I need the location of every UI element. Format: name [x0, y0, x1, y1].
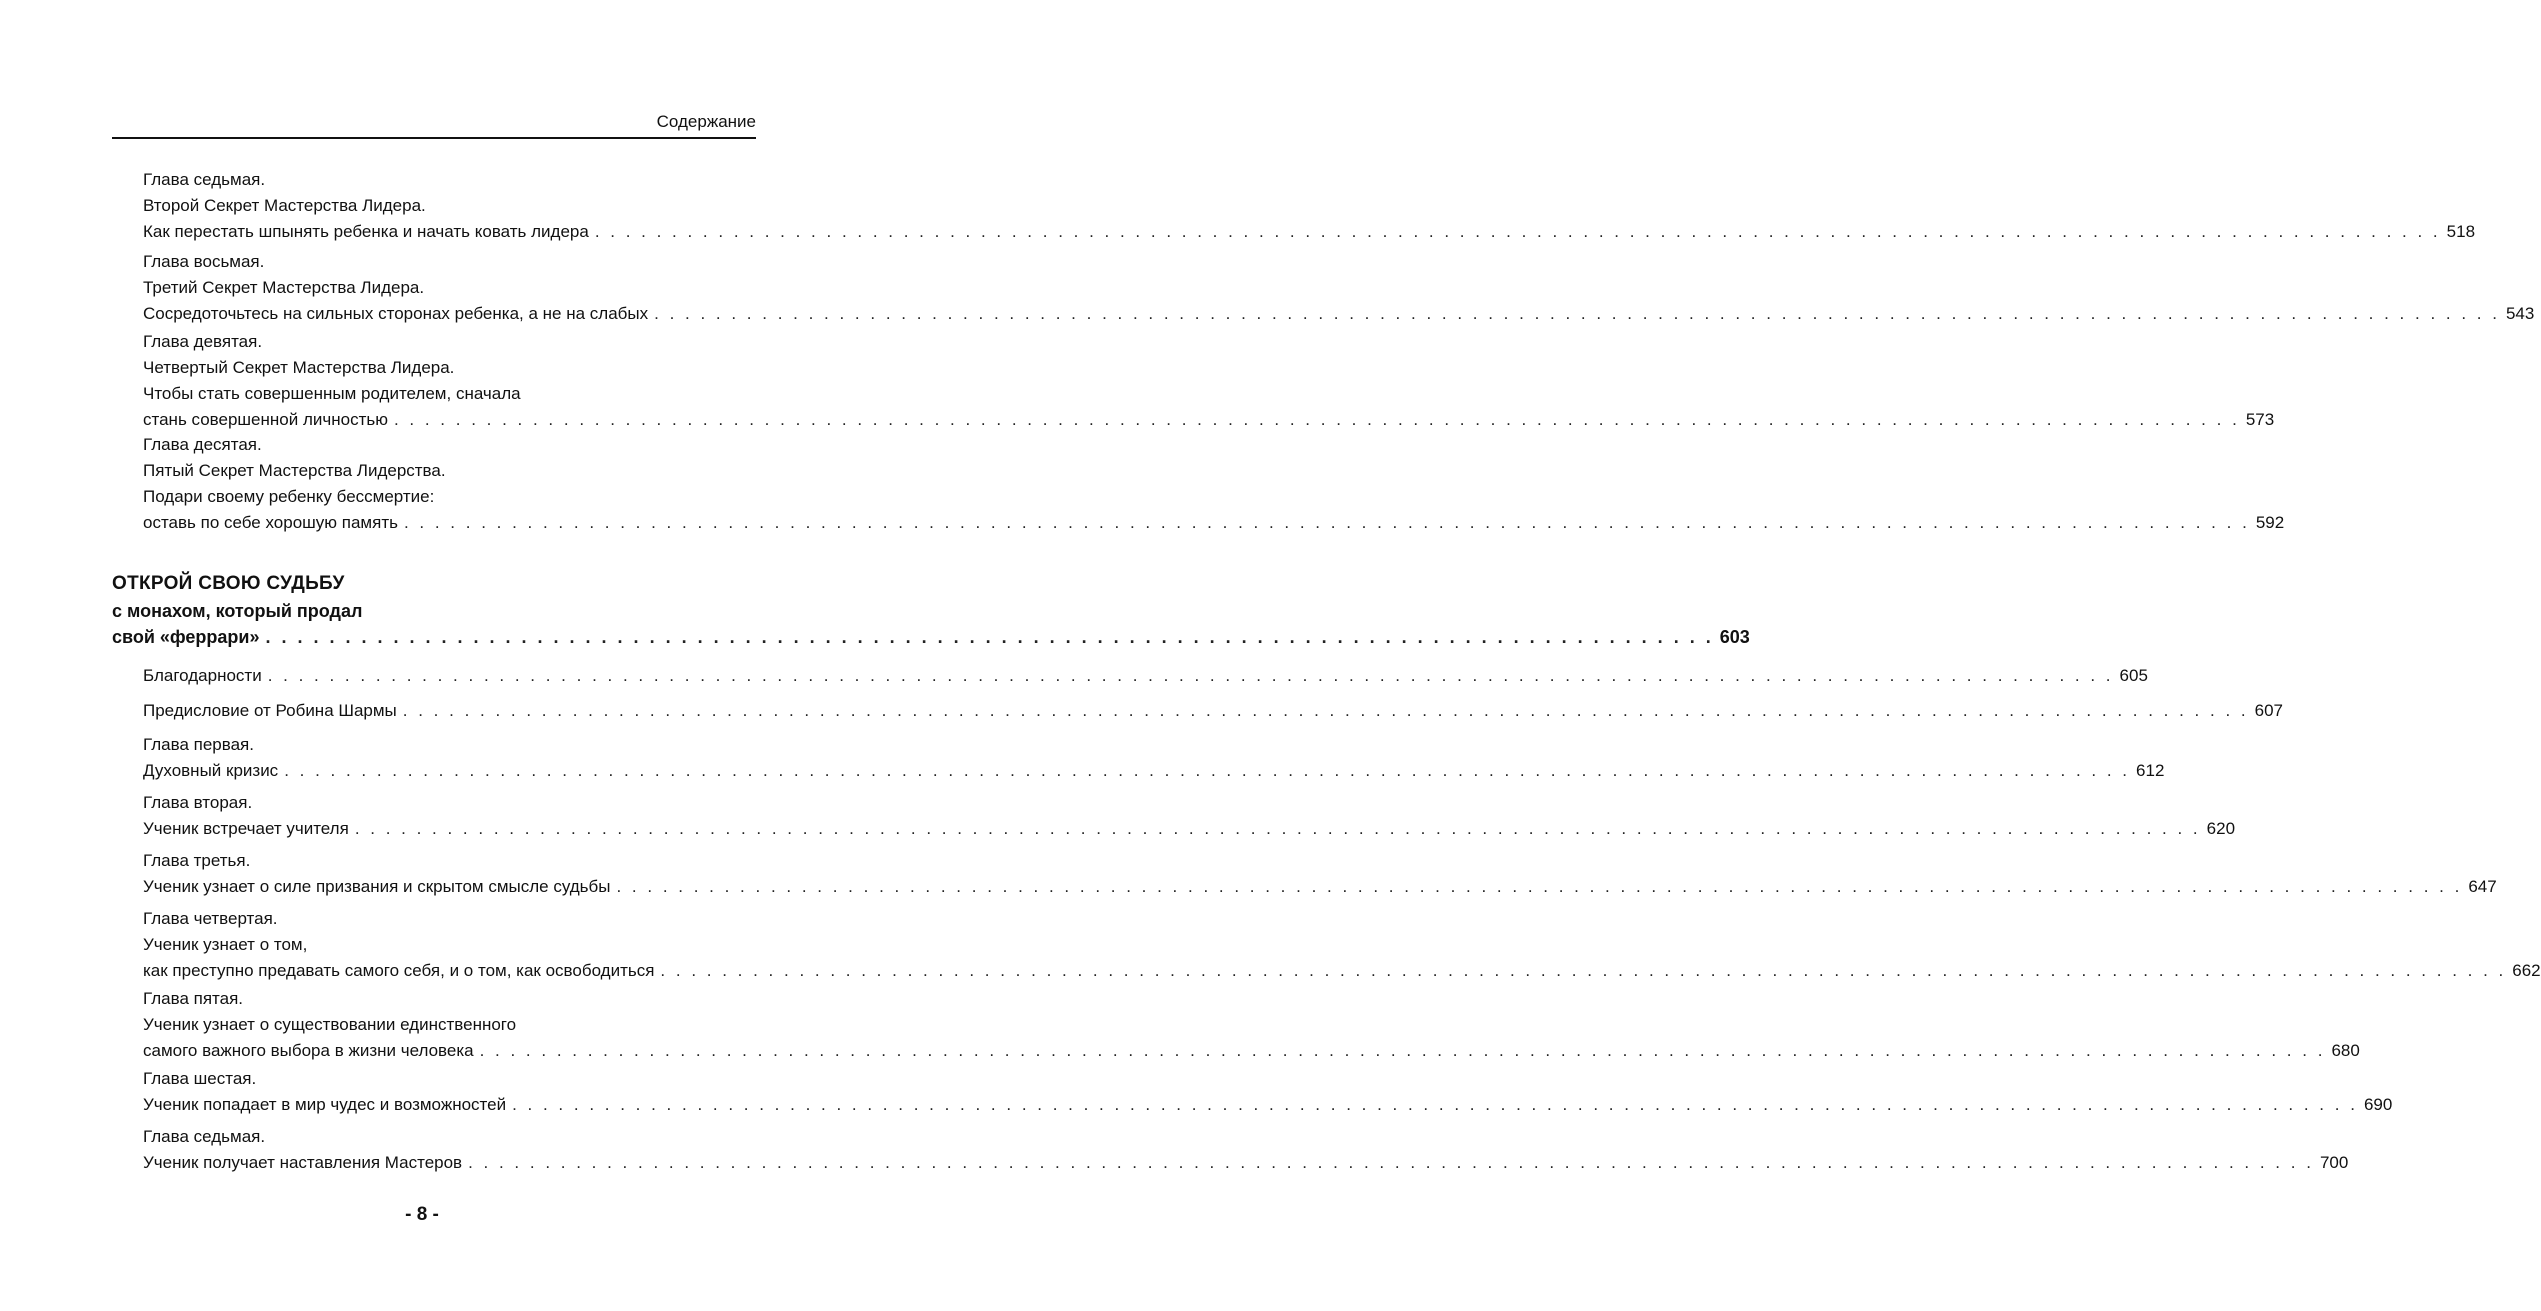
dot-leader: . . . . . . . . . . . . . . . . . . . . . . . . . . . . . . . . . . . . . . . . . . . . . . . . . . . . . . . . . . . . . . . . . . . . . . . . . . . . . . . . . . . . . . . . . . . . . . . . . . . . . . . . . . . . . . . . . . . . . . . . [402, 701, 2249, 720]
toc-leader-line [143, 1038, 2360, 1064]
toc-leader-line [143, 816, 2236, 842]
dot-leader: . . . . . . . . . . . . . . . . . . . . . . . . . . . . . . . . . . . . . . . . . . . . . . . . . . . . . . . . . . . . . . . . . . . . . . . . . . . . . . . . . . . . . . . . . . . . . . . . . . . . . . . . . . . . . . . . . . . . . . . . [354, 819, 2201, 838]
toc-entry-title: Сосредоточьтесь на сильных сторонах ребенка, а не на слабых [143, 304, 649, 323]
toc-page-number: 543 [2505, 304, 2535, 323]
toc-entry-line: Глава седьмая. [143, 170, 266, 189]
toc-entry-line: Четвертый Секрет Мастерства Лидера. [143, 358, 455, 377]
toc-leader-line [112, 624, 1750, 650]
toc-leader-line [143, 510, 2285, 536]
section-subtitle-entry [112, 598, 1750, 650]
toc-entry-line: Глава восьмая. [143, 252, 265, 271]
toc-leader-line [143, 1092, 2393, 1118]
dot-leader: . . . . . . . . . . . . . . . . . . . . . . . . . . . . . . . . . . . . . . . . . . . . . . . . . . . . . . . . . . . . . . . . . . . . . . . . . . . . . . . . . . . . . . . . . . . . . . . . . . . . . . . . . . . . . . . . . . . . . . . . [267, 666, 2114, 685]
toc-leader-line [143, 407, 2275, 433]
toc-entry [143, 663, 2148, 689]
toc-entry [143, 790, 2236, 842]
header-rule [112, 137, 756, 139]
toc-entry-title: Ученик попадает в мир чудес и возможностей [143, 1095, 507, 1114]
dot-leader: . . . . . . . . . . . . . . . . . . . . . . . . . . . . . . . . . . . . . . . . . . . . . . . . . . . . . . . . . . . . . . . . . . . . . . . . . . . . . . . . . . . . . . . . . . . . . . . . . . . . . . . . . . . . . . . . . . . . . . . . [660, 961, 2507, 980]
toc-entry [143, 986, 2360, 1064]
toc-entry-line: Глава пятая. [143, 989, 244, 1008]
toc-entry-title: Благодарности [143, 666, 262, 685]
running-head: Содержание [656, 112, 756, 131]
section-page-number: 603 [1719, 627, 1750, 647]
dot-leader: . . . . . . . . . . . . . . . . . . . . . . . . . . . . . . . . . . . . . . . . . . . . . . . . . . . . . . . . . . . . . . . . . . . . . . . . . . . . . . . . . . . . . . . . . . . . . . . . . . . . . . . . . . . . . . . . . . . . . . . . [616, 877, 2463, 896]
toc-entry-line: Глава первая. [143, 735, 254, 754]
dot-leader: . . . . . . . . . . . . . . . . . . . . . . . . . . . . . . . . . . . . . . . . . . . . . . . . . . . . . . . . . . . . . . . . . . . . . . . . . . . . . . . . . . . . . . . . . . . . . . . . . . . . . . . . . . . . . . . . . . . . . . . . [468, 1153, 2314, 1172]
toc-entry-title: как преступно предавать самого себя, и о том, как освободиться [143, 961, 655, 980]
toc-entry [143, 249, 2535, 327]
toc-entry-title: стань совершенной личностью [143, 410, 388, 429]
dot-leader: . . . . . . . . . . . . . . . . . . . . . . . . . . . . . . . . . . . . . . . . . . . . . . . . . . . . . . . . . . . . . . . . . . . . . . . . . . . . . . . . . . . . . . . . . . . . . . . . . . . . . . . . . . . . . . . . . . . . . . . . [284, 761, 2131, 780]
toc-entry [143, 167, 2476, 245]
toc-entry-line: Пятый Секрет Мастерства Лидерства. [143, 461, 446, 480]
toc-entry-line: Третий Секрет Мастерства Лидера. [143, 278, 425, 297]
toc-page-number: 518 [2446, 222, 2476, 241]
toc-page-number: 647 [2468, 877, 2497, 896]
toc-leader-line [143, 958, 2541, 984]
toc-entry [143, 698, 2283, 724]
toc-leader-line [143, 698, 2283, 724]
toc-entry-line: Ученик узнает о существовании единственного [143, 1015, 517, 1034]
toc-entry [143, 732, 2165, 784]
dot-leader: . . . . . . . . . . . . . . . . . . . . . . . . . . . . . . . . . . . . . . . . . . . . . . . . . . . . . . . . . . . . . . . . . . . . . . . . . . . . . . . . . . . . . . . . . . . . . . . . . . . . . . . . . . . . . . . . . . . . . . . . [594, 222, 2441, 241]
toc-entry-line: Глава десятая. [143, 435, 262, 454]
toc-leader-line [143, 1150, 2349, 1176]
toc-page-number: 612 [2136, 761, 2165, 780]
toc-entry [143, 848, 2497, 900]
toc-leader-line [143, 758, 2165, 784]
dot-leader: . . . . . . . . . . . . . . . . . . . . . . . . . . . . . . . . . . . . . . . . . . . . . . . . . . . . . . . . . . . . . . . . . . . . . . . . . . . . . . . . . . . . . . . . . . . . . . . . . . . . . . . . . . . . . . . . . . . . . . . . [654, 304, 2500, 323]
dot-leader: . . . . . . . . . . . . . . . . . . . . . . . . . . . . . . . . . . . . . . . . . . . . . . . . . . . . . . . . . . . . . . . . . . . . . . . . . . . . . . . . . . . . . . . . . . . . . . . . . . . . . . . . . . . . . . . . . . . . . . . . [479, 1041, 2326, 1060]
toc-leader-line [143, 219, 2476, 245]
toc-entry-title: Духовный кризис [143, 761, 279, 780]
toc-entry-title: самого важного выбора в жизни человека [143, 1041, 474, 1060]
toc-page-number: 592 [2255, 513, 2285, 532]
dot-leader: . . . . . . . . . . . . . . . . . . . . . . . . . . . . . . . . . . . . . . . . . . . . . . . . . . . . . . . . . . . . . . . . . . . . . . . . . . . . . . . . . . . . . . . . . . . . . . . . . . . . . . . . . . . . . . . . . . . . . . . . [403, 513, 2250, 532]
toc-page-number: 662 [2512, 961, 2541, 980]
toc-page-number: 700 [2319, 1153, 2349, 1172]
toc-entry-title: Ученик получает наставления Мастеров [143, 1153, 463, 1172]
toc-entry-title: Ученик узнает о силе призвания и скрытом смысле судьбы [143, 877, 611, 896]
toc-entry [143, 329, 2275, 433]
toc-entry [143, 1066, 2393, 1118]
toc-leader-line [143, 301, 2535, 327]
toc-page-number: 690 [2363, 1095, 2393, 1114]
toc-entry-title: Ученик встречает учителя [143, 819, 349, 838]
page-number: - 8 - [405, 1204, 439, 1225]
toc-entry-line: Ученик узнает о том, [143, 935, 308, 954]
toc-entry-title: Как перестать шпынять ребенка и начать ковать лидера [143, 222, 589, 241]
toc-entry [143, 1124, 2349, 1176]
toc-page-number: 605 [2119, 666, 2148, 685]
toc-entry-title: Предисловие от Робина Шармы [143, 701, 397, 720]
toc-leader-line [143, 663, 2148, 689]
section-title: ОТКРОЙ СВОЮ СУДЬБУ [112, 573, 345, 594]
toc-entry-line: Глава шестая. [143, 1069, 257, 1088]
dot-leader: . . . . . . . . . . . . . . . . . . . . . . . . . . . . . . . . . . . . . . . . . . . . . . . . . . . . . . . . . . . . . . . . . . . . . . . . . . . . . . . . . . . . . . . . . . . . . . . . . . . . . . . . . . . . . . . . . . . . . . . . [393, 410, 2240, 429]
section-subtitle-last: свой «феррари» [112, 627, 260, 647]
toc-entry-line: Подари своему ребенку бессмертие: [143, 487, 435, 506]
toc-entry-line: Глава вторая. [143, 793, 253, 812]
section-subtitle-line: с монахом, который продал [112, 601, 363, 621]
toc-entry-line: Глава третья. [143, 851, 251, 870]
dot-leader: . . . . . . . . . . . . . . . . . . . . . . . . . . . . . . . . . . . . . . . . . . . . . . . . . . . . . . . . . . . . . . . . . . . . . . . . . . . . . . . . . . . . . . . . . . . . . . . . . . . . . . . . . . . . . . . . . . . . . . . . [512, 1095, 2358, 1114]
toc-entry-line: Глава четвертая. [143, 909, 278, 928]
toc-entry [143, 432, 2285, 536]
toc-entry-line: Чтобы стать совершенным родителем, сначала [143, 384, 521, 403]
toc-entry-line: Глава девятая. [143, 332, 263, 351]
toc-entry [143, 906, 2541, 984]
toc-entry-line: Второй Секрет Мастерства Лидера. [143, 196, 426, 215]
toc-page-number: 620 [2206, 819, 2236, 838]
toc-page-number: 680 [2331, 1041, 2360, 1060]
toc-leader-line [143, 874, 2497, 900]
dot-leader: . . . . . . . . . . . . . . . . . . . . . . . . . . . . . . . . . . . . . . . . . . . . . . . . . . . . . . . . . . . . . . . . . . . . . . . . . . . . . . . . . . . . . . . . . . . [265, 627, 1714, 647]
toc-entry-line: Глава седьмая. [143, 1127, 266, 1146]
toc-entry-title: оставь по себе хорошую память [143, 513, 398, 532]
toc-page-number: 573 [2245, 410, 2275, 429]
toc-page-number: 607 [2254, 701, 2283, 720]
